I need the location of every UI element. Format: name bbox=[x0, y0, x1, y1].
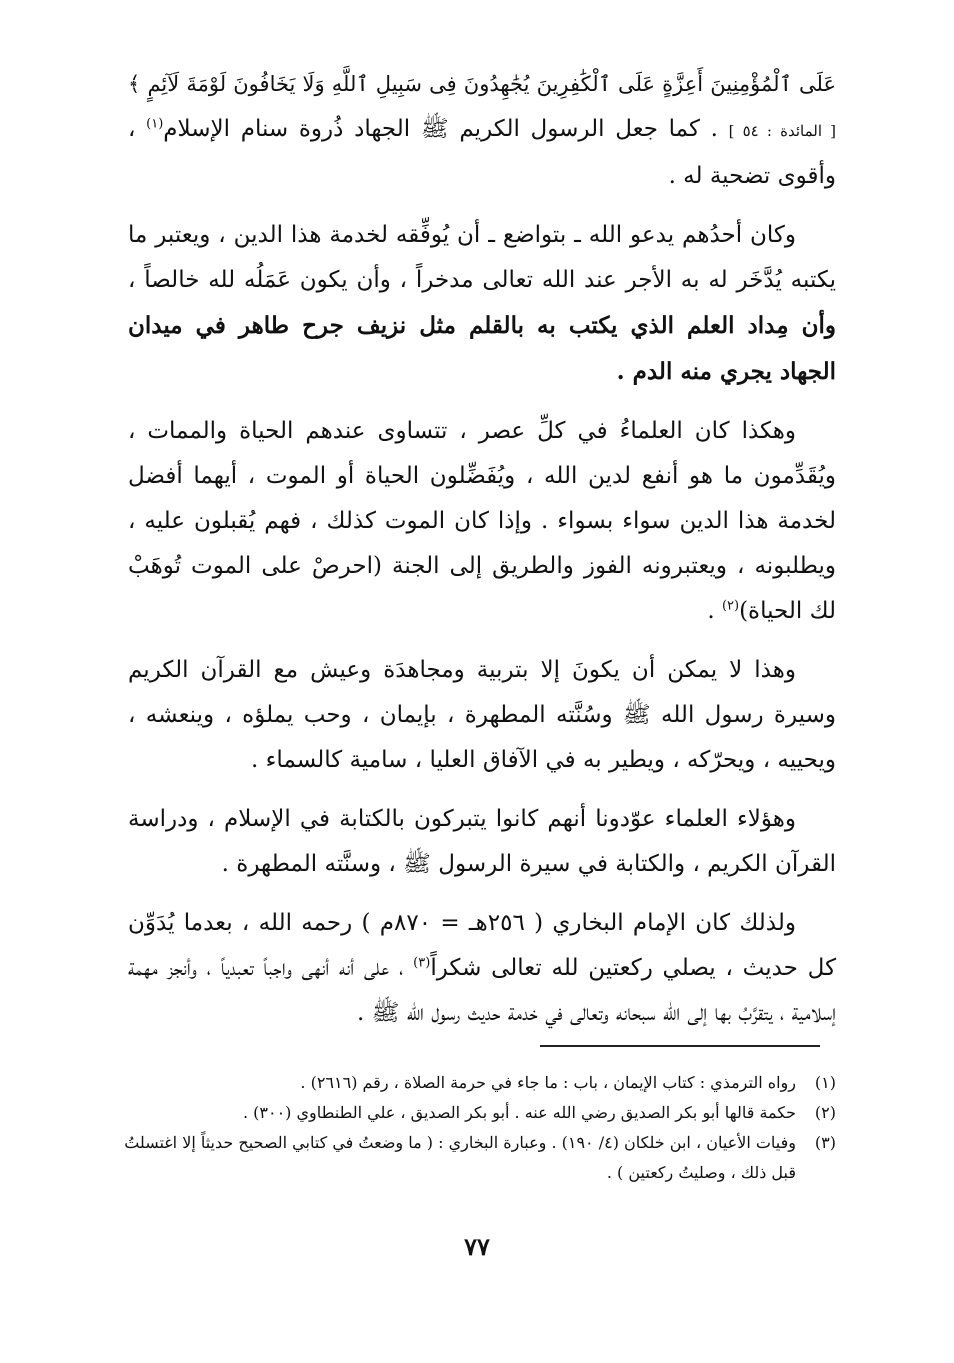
footnote-text: وفيات الأعيان ، ابن خلكان (٤/ ١٩٠) . وعبارة البخاري : ( ما وضعتُ في كتابي الصحيح حديثاً إلا اغتسلتُ قبل ذلك ، وصليتُ ركعتين ) . bbox=[124, 1133, 796, 1182]
paragraph-4 bbox=[128, 648, 836, 783]
footnote-marker-1: (١) bbox=[146, 116, 164, 132]
paragraph-2-bold-text: وأن مِداد العلم الذي يكتب به بالقلم مثل نزيف جرح طاهر في ميدان الجهاد يجري منه الدم . bbox=[128, 312, 836, 385]
paragraph-1-text-b: ، وأقوى تضحية له . bbox=[128, 116, 836, 189]
paragraph-4-text: وهذا لا يمكن أن يكونَ إلا بتربية ومجاهدَة وعيش مع القرآن الكريم وسيرة رسول الله ﷺ وسُنَّته المطهرة ، بإيمان ، وحب يملؤه ، وينعشه ، ويحييه ، ويحرّكه ، ويطير به في الآفاق العليا ، سامية كالسماء . bbox=[128, 657, 836, 773]
footnotes bbox=[118, 1068, 836, 1188]
paragraph-6 bbox=[128, 901, 836, 1036]
quran-reference: [ المائدة : ٥٤ ] bbox=[728, 122, 837, 140]
footnote-number: (٢) bbox=[814, 1103, 836, 1122]
footnote-separator bbox=[540, 1045, 820, 1047]
page-number: ٧٧ bbox=[464, 1232, 490, 1261]
quran-verse: عَلَى ٱلْمُؤْمِنِينَ أَعِزَّةٍ عَلَى ٱلْكَٰفِرِينَ يُجَٰهِدُونَ فِى سَبِيلِ ٱللَّهِ وَلَا يَخَافُونَ لَوْمَةَ لَآئِمٍ ﴾ bbox=[128, 72, 836, 96]
footnote-text: حكمة قالها أبو بكر الصديق رضي الله عنه . أبو بكر الصديق ، علي الطنطاوي (٣٠٠) . bbox=[242, 1103, 796, 1122]
paragraph-5 bbox=[128, 797, 836, 887]
footnote-marker-3: (٣) bbox=[413, 955, 431, 971]
footnote-3 bbox=[118, 1128, 836, 1188]
paragraph-5-text: وهؤلاء العلماء عوّدونا أنهم كانوا يتبركون بالكتابة في الإسلام ، ودراسة القرآن الكريم ، والكتابة في سيرة الرسول ﷺ ، وسنَّته المطهرة . bbox=[128, 806, 836, 877]
paragraph-2 bbox=[128, 213, 836, 395]
paragraph-1 bbox=[128, 62, 836, 199]
paragraph-1-text-a: . كما جعل الرسول الكريم ﷺ الجهاد ذُروة سنام الإسلام bbox=[163, 116, 718, 142]
paragraph-3-end: . bbox=[707, 598, 715, 624]
footnote-number: (١) bbox=[814, 1073, 836, 1092]
main-text bbox=[128, 62, 836, 1050]
paragraph-3 bbox=[128, 409, 836, 634]
paragraph-2-text: وكان أحدُهم يدعو الله ـ بتواضع ـ أن يُوفِّقه لخدمة هذا الدين ، ويعتبر ما يكتبه يُدَّخَر له به الأجر عند الله تعالى مدخراً ، وأن يكون عَمَلُه لله خالصاً ، bbox=[128, 222, 836, 293]
footnote-number: (٣) bbox=[814, 1133, 836, 1152]
paragraph-6-text-b: ، على أنه أنهى واجباً تعبدياً ، وأنجز مهمة إسلامية ، يتقرَّبُ بها إلى الله سبحانه وتعالى في خدمة حديث رسول الله ﷺ . bbox=[128, 955, 836, 1026]
paragraph-3-text: وهكذا كان العلماءُ في كلِّ عصر ، تتساوى عندهم الحياة والممات ، ويُقَدِّمون ما هو أنفع لدين الله ، ويُفَضِّلون الحياة أو الموت ، أيهما أفضل لخدمة هذا الدين سواء بسواء . وإذا كان الموت كذلك ، فهم يُقبلون عليه ، ويطلبونه ، ويعتبرونه الفوز والطريق إلى الجنة (احرصْ على الموت تُوهَبْ لك الحياة) bbox=[128, 418, 836, 624]
footnote-marker-2: (٢) bbox=[721, 598, 740, 614]
footnote-2 bbox=[118, 1098, 836, 1128]
footnote-1 bbox=[118, 1068, 836, 1098]
paragraph-6-text-a: ولذلك كان الإمام البخاري ( ٢٥٦هـ = ٨٧٠م ) رحمه الله ، بعدما يُدَوِّن كل حديث ، يصلي ركعتين لله تعالى شكراً bbox=[128, 910, 837, 981]
footnote-text: رواه الترمذي : كتاب الإيمان ، باب : ما جاء في حرمة الصلاة ، رقم (٢٦١٦) . bbox=[300, 1073, 796, 1092]
